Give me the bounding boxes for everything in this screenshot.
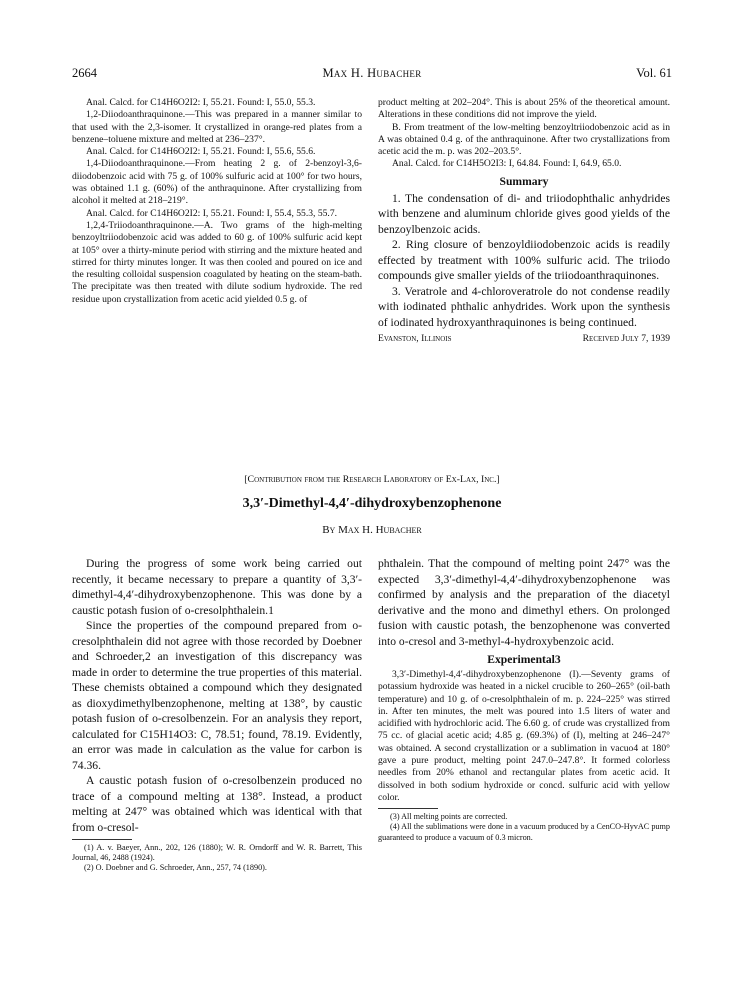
dateline — [378, 333, 670, 344]
footnote: (1) A. v. Baeyer, Ann., 202, 126 (1880); W. R. Orndorff and W. R. Barrett, This Journal, 46, 2488 (1924). — [72, 843, 362, 863]
page-number: 2664 — [72, 66, 97, 80]
footnote: (4) All the sublimations were done in a vacuum produced by a CenCO-HyvAC pump guaranteed to produce a vacuum of 0.3 micron. — [378, 822, 670, 842]
running-header — [72, 66, 672, 82]
running-author: Max H. Hubacher — [322, 66, 422, 80]
summary-item: 3. Veratrole and 4-chloroveratrole do not condense readily with iodinated phthalic anhydrides. Work upon the synthesis of iodinated hydroxyanthraquinones is being continued. — [378, 284, 670, 329]
paragraph: 1,4-Diiodoanthraquinone.—From heating 2 g. of 2-benzoyl-3,6-diiodobenzoic acid with 75 g. of 100% sulfuric acid at 100° for two hours, was obtained 1.1 g. (60%) of the anthraquinone. After crystallizing from alcohol it melted at 218–219°. — [72, 158, 362, 207]
received-date: Received July 7, 1939 — [582, 333, 670, 345]
paragraph: B. From treatment of the low-melting benzoyltriiodobenzoic acid as in A was obtained 0.4 g. of the anthraquinone. After two crystallizations from acetic acid the m. p. was 202–203.5°. — [378, 121, 670, 158]
paragraph: Since the properties of the compound prepared from o-cresolphthalein did not agree with those recorded by Doebner and Schroeder,2 an investigation of this discrepancy was made in order to determine the true properties of this material. These chemists obtained a compound which they designated as dioxydimethylbenzophenone, melting at 138°, by caustic potash fusion of o-cresolbenzein. For an analysis they report, calculated for C15H14O3: C, 78.51; found, 78.19. Evidently, an error was made in calculation as the value for carbon is 74.36. — [72, 619, 362, 772]
paragraph: phthalein. That the compound of melting point 247° was the expected 3,3′-dimethyl-4,4′-dihydroxybenzophenone was confirmed by analysis and the preparation of the diacetyl derivative and the mono and dimethyl ethers. On prolonged fusion with caustic potash, the benzophenone was converted into o-cresol and 3-methyl-4-hydroxybenzoic acid. — [378, 557, 670, 648]
paragraph: Anal. Calcd. for C14H5O2I3: I, 64.84. Found: I, 64.9, 65.0. — [392, 158, 622, 170]
paragraph: During the progress of some work being carried out recently, it became necessary to prepare a quantity of 3,3′-dimethyl-4,4′-dihydroxybenzophenone. This was done by a caustic potash fusion of o-cresolphthalein.1 — [72, 557, 362, 617]
top-right-column — [378, 97, 670, 344]
top-left-column — [72, 97, 362, 306]
paragraph: Anal. Calcd. for C14H6O2I2: I, 55.21. Found: I, 55.4, 55.3, 55.7. — [86, 207, 338, 219]
place-line: Evanston, Illinois — [378, 333, 452, 345]
contribution-line: [Contribution from the Research Laboratory of Ex-Lax, Inc.] — [244, 474, 500, 485]
summary-item: 2. Ring closure of benzoyldiiodobenzoic acids is readily effected by treatment with 100% sulfuric acid. The triiodo compounds give smaller yields of the triiodoanthraquinones. — [378, 238, 670, 283]
experimental-heading: Experimental3 — [487, 653, 561, 666]
paragraph: A caustic potash fusion of o-cresolbenzein produced no trace of a compound melting at 138°. Instead, a product melting at 247° was obtained which was identical with that from o-cresol- — [72, 774, 362, 834]
article-title: 3,3′-Dimethyl-4,4′-dihydroxybenzophenone — [242, 496, 502, 511]
footnote: (3) All melting points are corrected. — [390, 812, 508, 822]
summary-heading: Summary — [499, 174, 549, 188]
byline: By Max H. Hubacher — [322, 524, 422, 536]
paragraph: Anal. Calcd. for C14H6O2I2: I, 55.21. Found: I, 55.0, 55.3. — [86, 97, 316, 108]
footnote-rule — [72, 839, 132, 840]
paragraph: product melting at 202–204°. This is about 25% of the theoretical amount. Alterations in these conditions did not improve the yield. — [378, 97, 670, 121]
footnote-rule — [378, 808, 438, 809]
paragraph: 1,2,4-Triiodoanthraquinone.—A. Two grams of the high-melting benzoyltriiodobenzoic acid was added to 60 g. of 100% sulfuric acid kept at 105° over a thirty-minute period with stirring and the mixture heated and stirred for thirty minutes longer. It was then cooled and poured on ice and the resulting colloidal suspension coagulated by heating on the steam-bath. The precipitate was then treated with dilute sodium hydroxide. The red residue upon crystallization from acetic acid yielded 0.5 g. of — [72, 219, 362, 305]
volume-label: Vol. 61 — [636, 66, 672, 80]
paragraph: 3,3′-Dimethyl-4,4′-dihydroxybenzophenone (I).—Seventy grams of potassium hydroxide was heated in a nickel crucible to 260–265° (oil-bath temperature) and 10 g. of o-cresolphthalein of m. p. 224–225° was stirred in. After ten minutes, the melt was poured into 1.5 liters of water and acidified with hydrochloric acid. The 6.60 g. of crude was crystallized from 75 cc. of glacial acetic acid; 4.85 g. (69.3%) of (I), melting at 246–247° was obtained. A second crystallization or a sublimation in vacuo4 at 180° gave a pure product, melting point 247.0–247.8°. It formed colorless needles from 20% ethanol and rectangular plates from acetic acid. It dissolved in both sodium hydroxide or concd. sulfuric acid with yellow color. — [378, 669, 670, 803]
body-right-column — [378, 556, 670, 843]
body-left-column — [72, 556, 362, 874]
paragraph: 1,2-Diiodoanthraquinone.—This was prepared in a manner similar to that used with the 2,3-isomer. It crystallized in orange-red plates from a benzene–toluene mixture and melted at 236–237°. — [72, 109, 362, 145]
footnote: (2) O. Doebner and G. Schroeder, Ann., 257, 74 (1890). — [84, 863, 267, 873]
paragraph: Anal. Calcd. for C14H6O2I2: I, 55.21. Found: I, 55.6, 55.6. — [86, 146, 316, 158]
summary-item: 1. The condensation of di- and triiodophthalic anhydrides with benzene and aluminum chloride gives good yields of the benzoylbenzoic acids. — [378, 191, 670, 236]
